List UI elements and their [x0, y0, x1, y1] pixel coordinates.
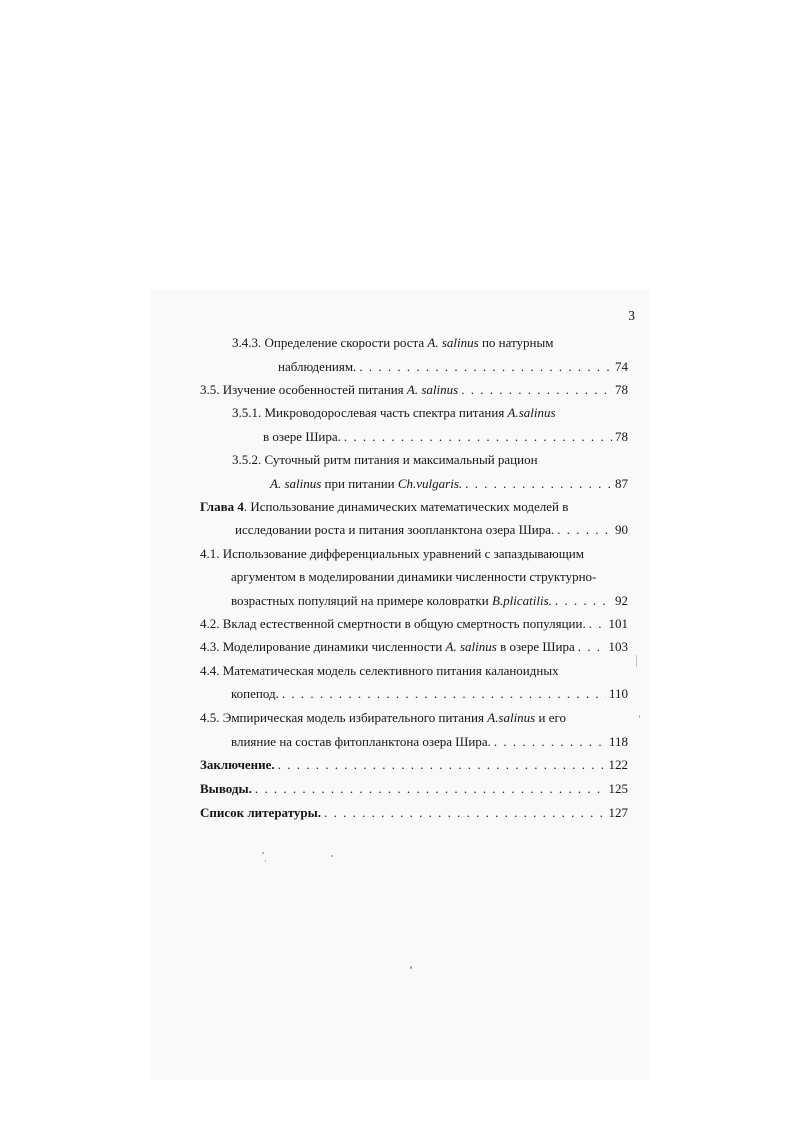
page-number: 3 [628, 308, 635, 323]
dot-leader [282, 686, 606, 702]
toc-conclusion[interactable]: Заключение. . . . 122 [200, 757, 628, 773]
toc-page-ref: 74 [615, 359, 628, 374]
dot-leader [465, 476, 612, 492]
toc-page-ref: 118 [608, 734, 628, 749]
dot-leader [359, 359, 612, 375]
dot-leader [589, 616, 606, 632]
dot-leader [555, 593, 612, 609]
toc-findings[interactable]: Выводы. . . . 125 [200, 781, 628, 797]
scan-speck [331, 855, 333, 857]
dot-leader [324, 805, 605, 821]
scan-speck [265, 860, 266, 862]
toc-page-ref: 103 [608, 639, 628, 654]
scan-speck [410, 966, 412, 969]
toc-page-ref: 78 [615, 382, 628, 397]
toc-page-ref: 101 [608, 616, 628, 631]
toc-entry-4-1-title-line2: аргументом в моделировании динамики численности структурно- [231, 569, 597, 584]
toc-chapter-4-leader[interactable]: исследовании роста и питания зоопланктона озера Шира. . . . 90 [235, 522, 628, 538]
toc-entry-3-5-2-leader[interactable]: A. salinus при питании Ch.vulgaris. . . . 87 [270, 476, 628, 492]
toc-entry-3-5[interactable]: 3.5. Изучение особенностей питания A. salinus . . . 78 [200, 382, 628, 398]
toc-entry-4-5-leader[interactable]: влияние на состав фитопланктона озера Шира. . . . 118 [231, 734, 628, 750]
toc-references[interactable]: Список литературы. . . . 127 [200, 805, 628, 821]
dot-leader [494, 734, 606, 750]
scan-speck [262, 852, 264, 854]
toc-entry-3-4-3-leader[interactable]: наблюдениям. . . . 74 [278, 359, 628, 375]
toc-chapter-4-title: Глава 4. Использование динамических математических моделей в [200, 499, 569, 514]
toc-entry-4-1-leader[interactable]: возрастных популяций на примере коловратки B.plicatilis. . . . 92 [231, 593, 628, 609]
dot-leader [344, 429, 612, 445]
dot-leader [578, 639, 606, 655]
toc-entry-4-4-title: 4.4. Математическая модель селективного питания каланоидных [200, 663, 559, 678]
toc-page-ref: 78 [615, 429, 628, 444]
toc-page-ref: 87 [615, 476, 628, 491]
dot-leader [461, 382, 612, 398]
scan-speck [639, 715, 640, 718]
toc-entry-4-1-title-line1: 4.1. Использование дифференциальных уравнений с запаздывающим [200, 546, 584, 561]
toc-entry-4-3[interactable]: 4.3. Моделирование динамики численности A. salinus в озере Шира . . . 103 [200, 639, 628, 655]
dot-leader [557, 522, 612, 538]
toc-entry-3-5-1-title: 3.5.1. Микроводорослевая часть спектра питания A.salinus [232, 405, 556, 420]
toc-page-ref: 127 [608, 805, 628, 820]
toc-entry-3-5-2-title: 3.5.2. Суточный ритм питания и максимальный рацион [232, 452, 538, 467]
dot-leader [255, 781, 606, 797]
toc-page-ref: 122 [608, 757, 628, 772]
toc-page-ref: 92 [615, 593, 628, 608]
scan-speck [636, 655, 637, 667]
toc-entry-4-4-leader[interactable]: копепод. . . . 110 [231, 686, 628, 702]
toc-entry-4-5-title: 4.5. Эмпирическая модель избирательного питания A.salinus и его [200, 710, 566, 725]
toc-entry-3-5-1-leader[interactable]: в озере Шира. . . . 78 [263, 429, 628, 445]
toc-entry-3-4-3-title: 3.4.3. Определение скорости роста A. salinus по натурным [232, 335, 554, 350]
toc-page-ref: 110 [608, 686, 628, 701]
dot-leader [278, 757, 606, 773]
toc-page-ref: 125 [608, 781, 628, 796]
toc-page-ref: 90 [615, 522, 628, 537]
toc-entry-4-2[interactable]: 4.2. Вклад естественной смертности в общую смертность популяции. . . . 101 [200, 616, 628, 632]
